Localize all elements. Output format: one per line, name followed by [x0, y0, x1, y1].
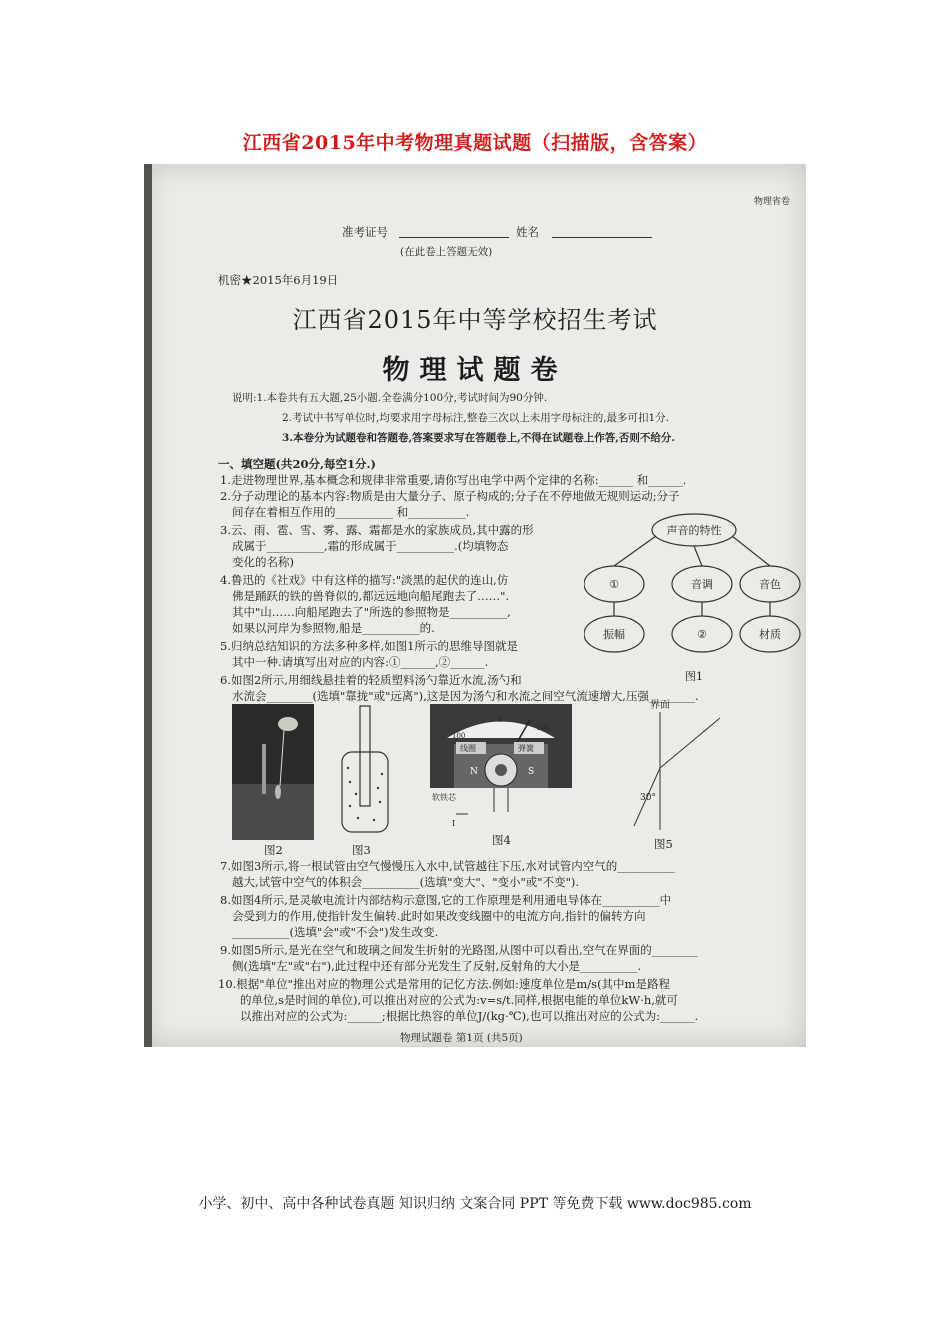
scan-edge: [144, 164, 152, 1047]
instruction-2: 2.考试中书写单位时,均要求用字母标注,整卷三次以上未用字母标注的,最多可扣1分.: [282, 412, 670, 424]
mindmap-node-label: 音色: [759, 578, 781, 591]
question-line: 如果以河岸为参照物,船是__________的.: [232, 621, 435, 635]
figure-4-label-core: 软铁芯: [432, 793, 456, 802]
figure-4-tick: 100: [536, 724, 550, 732]
figure-5-caption: 图5: [654, 837, 673, 851]
figure-4-galvanometer: [426, 700, 576, 830]
question-line: 侧(选填"左"或"右"),此过程中还有部分光发生了反射,反射角的大小是__________.: [232, 959, 642, 973]
section-title: 一、填空题(共20分,每空1分.): [218, 457, 376, 471]
figure-4-label-spring: 弹簧: [518, 744, 534, 753]
name-label: 姓名: [516, 225, 539, 239]
question-line: 7.如图3所示,将一根试管由空气慢慢压入水中,试管越往下压,水对试管内空气的__________: [220, 859, 675, 873]
question-line: 1.走进物理世界,基本概念和规律非常重要,请你写出电学中两个定律的名称:______ 和______.: [220, 473, 687, 487]
figure-5-label: 界面: [650, 700, 670, 711]
figure-4-label-n: N: [470, 767, 478, 777]
figure-4-label-current: I: [452, 819, 456, 828]
figure-4-tick: 0: [498, 716, 503, 724]
question-line: 越大,试管中空气的体积会__________(选填"变大"、"变小"或"不变").: [232, 875, 580, 889]
scanned-exam-page: [144, 164, 806, 1047]
figure-4-label-s: S: [528, 767, 535, 777]
question-line: 3.云、雨、雹、雪、雾、露、霜都是水的家族成员,其中露的形: [220, 523, 534, 537]
question-line: 水流会________(选填"靠拢"或"远离"),这是因为汤勺和水流之间空气流速增大,压强________.: [232, 689, 699, 703]
instruction-1: 说明:1.本卷共有五大题,25小题.全卷满分100分,考试时间为90分钟.: [232, 392, 548, 404]
mindmap-node-label: 音调: [691, 578, 713, 591]
question-line: 以推出对应的公式为:______;根据比热容的单位J/(kg·℃),也可以推出对应的公式为:______.: [240, 1009, 699, 1023]
figure-4-tick: 100: [452, 732, 466, 740]
figure-2-photo: [232, 704, 314, 840]
question-line: 2.分子动理论的基本内容:物质是由大量分子、原子构成的;分子在不停地做无规则运动;分子: [220, 489, 680, 503]
figure-3-test-tube: [328, 702, 402, 840]
mindmap-leaf-label: 振幅: [603, 628, 625, 641]
question-line: 5.归纳总结知识的方法多种多样,如图1所示的思维导图就是: [220, 639, 518, 653]
name-blank: [552, 226, 652, 238]
mindmap-leaf-label: ②: [697, 628, 707, 641]
mindmap-leaf-label: 材质: [759, 628, 781, 641]
corner-label: 物理省卷: [753, 197, 790, 207]
question-line: 佛是踊跃的铁的兽脊似的,都远远地向船尾跑去了……".: [232, 589, 510, 603]
exam-id-blank: [399, 226, 509, 238]
question-line: 的单位,s是时间的单位),可以推出对应的公式为:v=s/t.同样,根据电能的单位kW·h,就可: [240, 993, 678, 1007]
figure-4-caption: 图4: [492, 833, 511, 847]
question-line: 变化的名称): [232, 555, 294, 569]
question-line: __________(选填"会"或"不会")发生改变.: [232, 925, 439, 939]
paper-title: 物理试题卷: [382, 355, 568, 386]
question-line: 间存在着相互作用的__________ 和__________.: [232, 505, 470, 519]
exam-title: 江西省2015年中等学校招生考试: [292, 306, 658, 334]
mindmap-node-label: ①: [609, 578, 619, 591]
figure-3-caption: 图3: [352, 843, 371, 857]
question-line: 成属于__________,霜的形成属于__________.(均填物态: [232, 539, 509, 553]
mindmap-root-label: 声音的特性: [666, 524, 722, 537]
figure-5-angle: 30°: [640, 793, 656, 803]
figure-1-mindmap: [584, 508, 804, 688]
exam-id-label: 准考证号: [342, 225, 388, 239]
question-line: 其中一种.请填写出对应的内容:①______,②______.: [232, 655, 489, 669]
question-line: 其中"山……向船尾跑去了"所选的参照物是__________,: [232, 605, 511, 619]
question-line: 4.鲁迅的《社戏》中有这样的描写:"淡黑的起伏的连山,仿: [220, 573, 509, 587]
invalid-note: (在此卷上答题无效): [400, 246, 493, 258]
page-number: 物理试题卷 第1页 (共5页): [400, 1032, 523, 1044]
figure-5-refraction: [600, 698, 730, 834]
question-line: 9.如图5所示,是光在空气和玻璃之间发生折射的光路图,从图中可以看出,空气在界面的________: [220, 943, 698, 957]
question-line: 8.如图4所示,是灵敏电流计内部结构示意图,它的工作原理是利用通电导体在__________中: [220, 893, 672, 907]
question-line: 10.根据"单位"推出对应的物理公式是常用的记忆方法.例如:速度单位是m/s(其中m是路程: [218, 977, 670, 991]
question-line: 6.如图2所示,用细线悬挂着的轻质塑料汤勺靠近水流,汤勺和: [220, 673, 522, 687]
footer-text: 小学、初中、高中各种试卷真题 知识归纳 文案合同 PPT 等免费下载 www.doc985.com: [198, 1196, 752, 1212]
figure-4-label-coil: 线圈: [460, 744, 476, 753]
figure-2-caption: 图2: [264, 843, 283, 857]
document-title: 江西省2015年中考物理真题试题（扫描版，含答案）: [242, 132, 708, 154]
figure-1-caption: 图1: [685, 670, 703, 683]
question-line: 会受到力的作用,使指针发生偏转.此时如果改变线圈中的电流方向,指针的偏转方向: [232, 909, 646, 923]
secret-date: 机密★2015年6月19日: [218, 273, 339, 287]
instruction-3: 3.本卷分为试题卷和答题卷,答案要求写在答题卷上,不得在试题卷上作答,否则不给分.: [282, 432, 676, 444]
